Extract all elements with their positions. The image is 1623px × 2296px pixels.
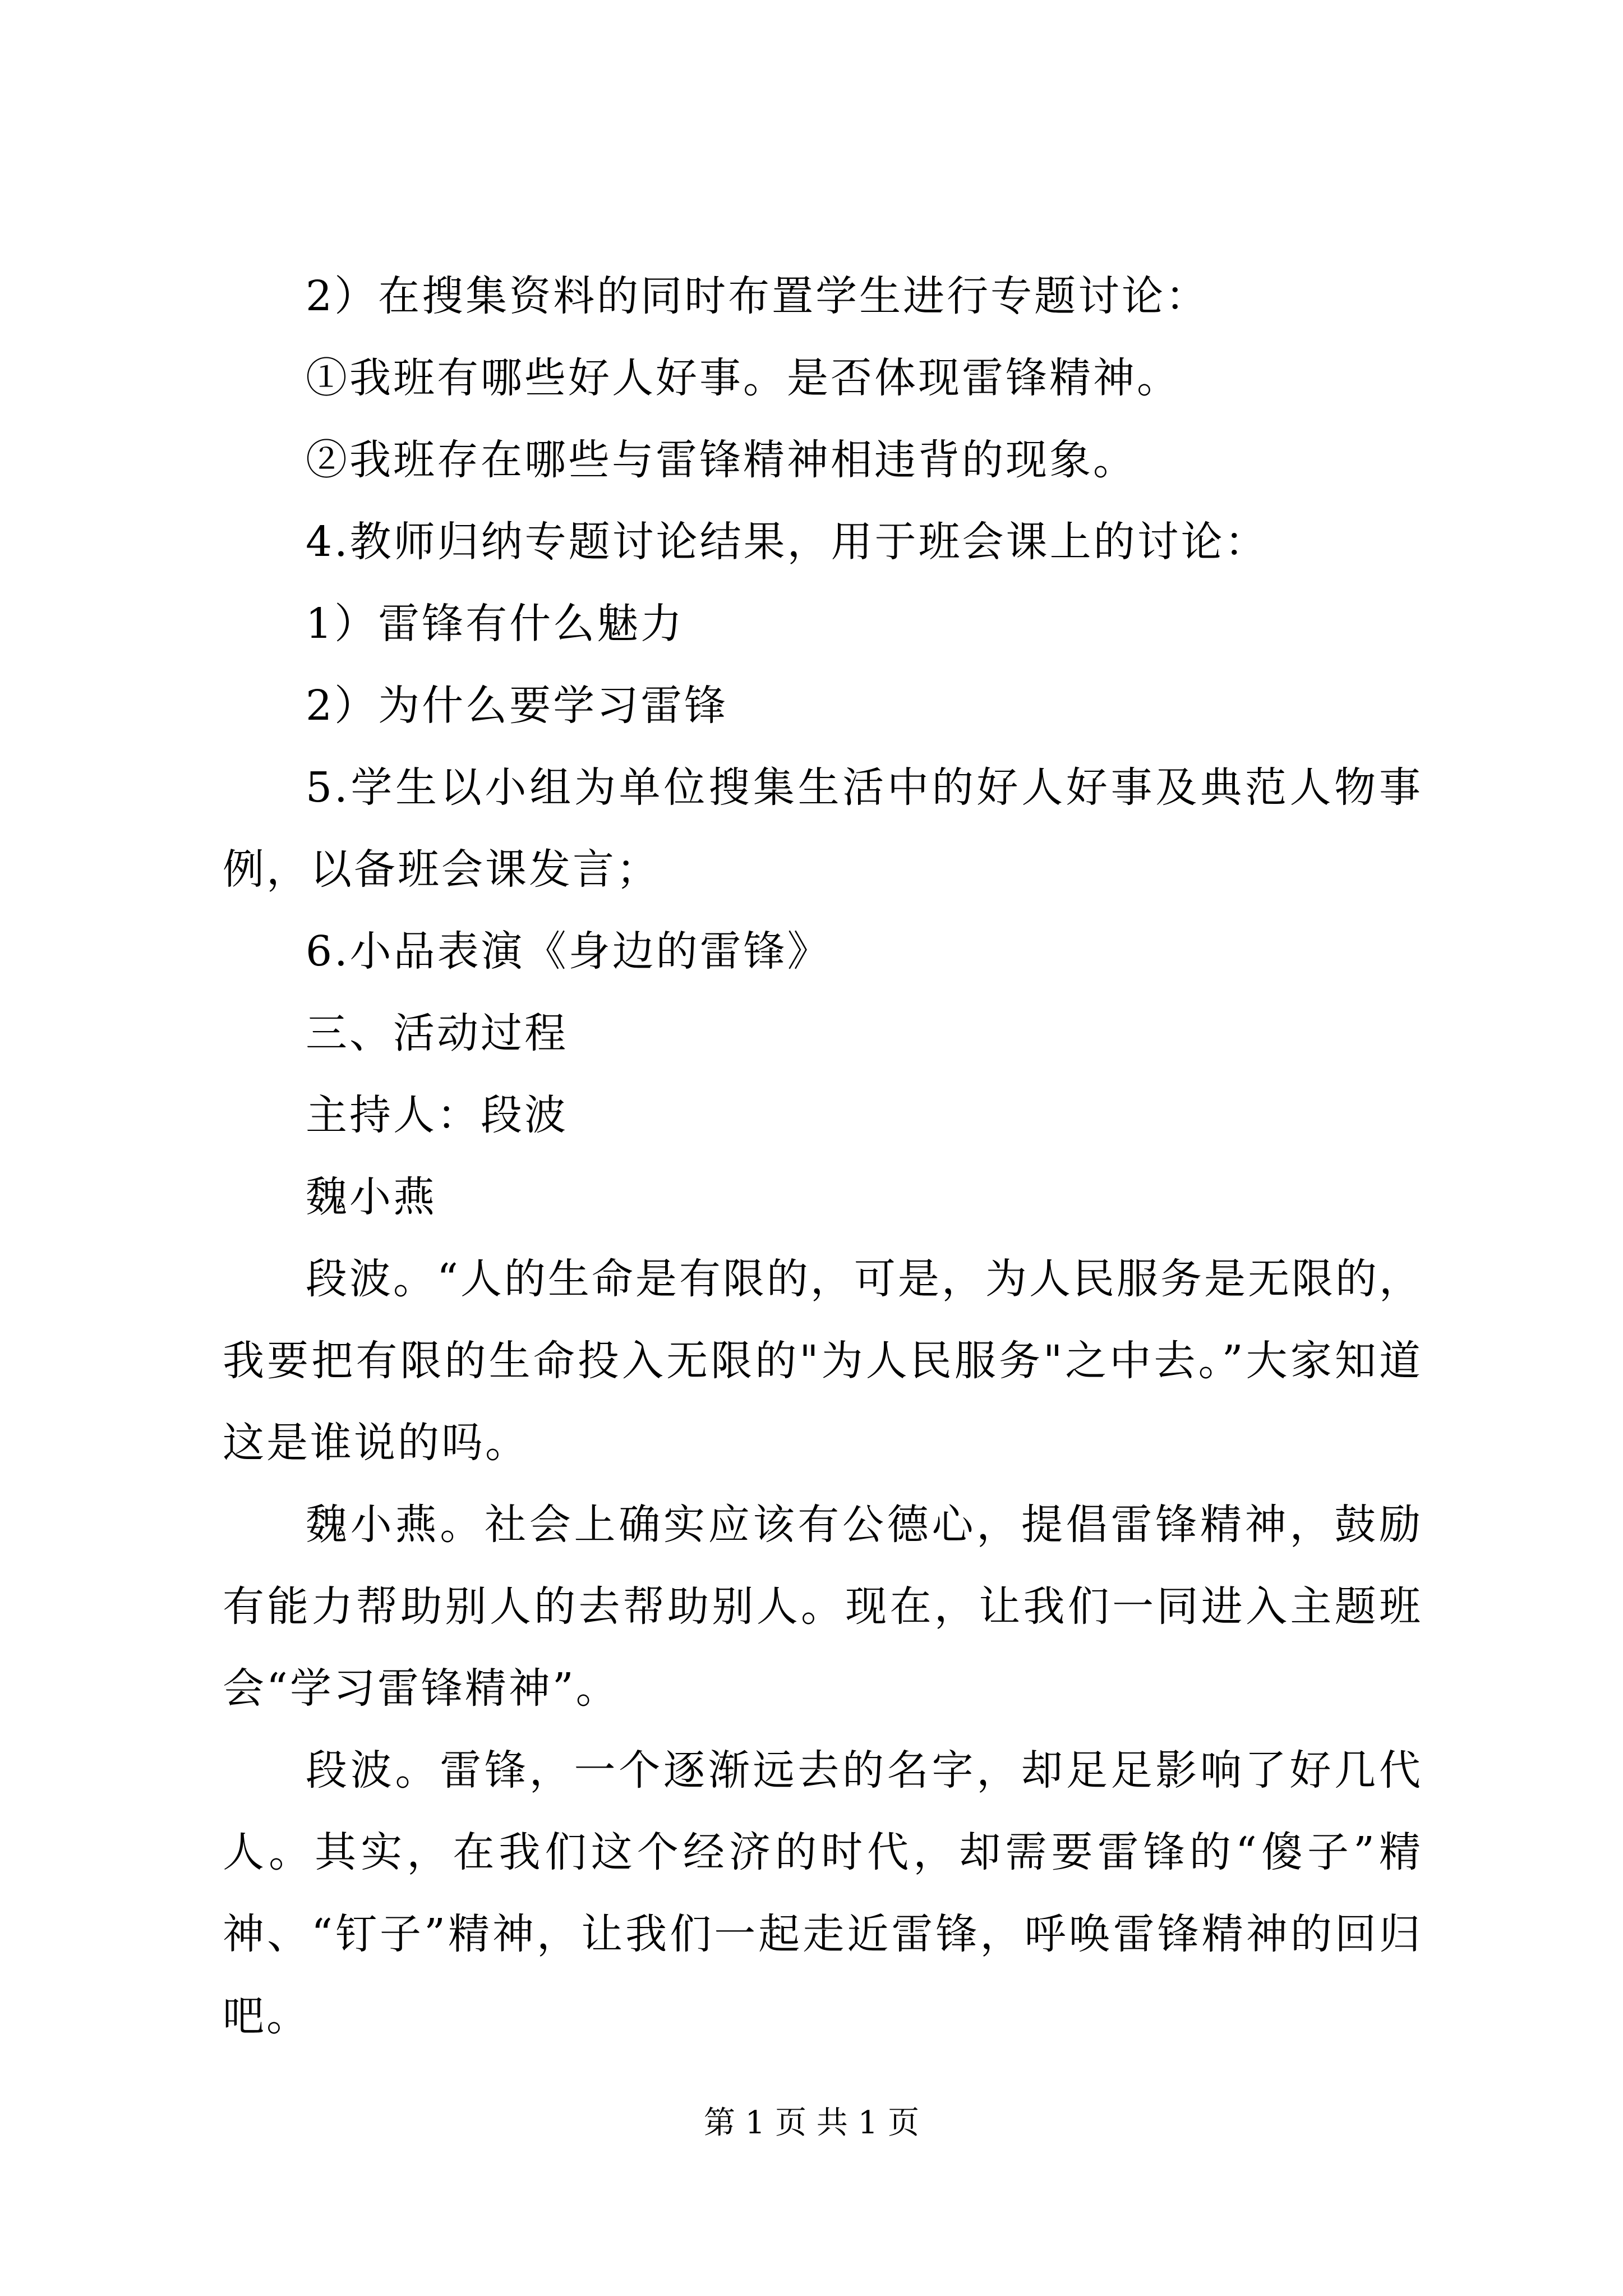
section-heading: 三、活动过程 [306, 1009, 568, 1057]
paragraph: 魏小燕。社会上确实应该有公德心，提倡雷锋精神，鼓励有能力帮助别人的去帮助别人。现在，让我们一同进入主题班会“学习雷锋精神”。 [223, 1501, 1423, 1713]
paragraph: 段波。雷锋，一个逐渐远去的名字，却足足影响了好几代人。其实，在我们这个经济的时代，却需要雷锋的“傻子”精神、“钉子”精神，让我们一起走近雷锋，呼唤雷锋精神的回归吧。 [223, 1746, 1423, 2040]
paragraph: 魏小燕 [306, 1173, 437, 1221]
paragraph: 2）在搜集资料的同时布置学生进行专题讨论： [306, 272, 1210, 320]
paragraph: ①我班有哪些好人好事。是否体现雷锋精神。 [306, 354, 1181, 402]
paragraph: 主持人：段波 [306, 1091, 568, 1139]
paragraph: 段波。“人的生命是有限的，可是，为人民服务是无限的，我要把有限的生命投入无限的"为人民服务"之中去。”大家知道这是谁说的吗。 [223, 1255, 1423, 1467]
paragraph: 1）雷锋有什么魅力 [306, 600, 685, 648]
paragraph: 6.小品表演《身边的雷锋》 [306, 927, 831, 976]
document-body [223, 255, 1423, 2057]
paragraph: ②我班存在哪些与雷锋精神相违背的现象。 [306, 436, 1137, 484]
paragraph: 4.教师归纳专题讨论结果，用于班会课上的讨论： [306, 518, 1269, 566]
paragraph: 5.学生以小组为单位搜集生活中的好人好事及典范人物事例，以备班会课发言； [223, 763, 1423, 894]
paragraph: 2）为什么要学习雷锋 [306, 682, 728, 730]
page-footer: 第 1 页 共 1 页 [703, 2105, 920, 2141]
